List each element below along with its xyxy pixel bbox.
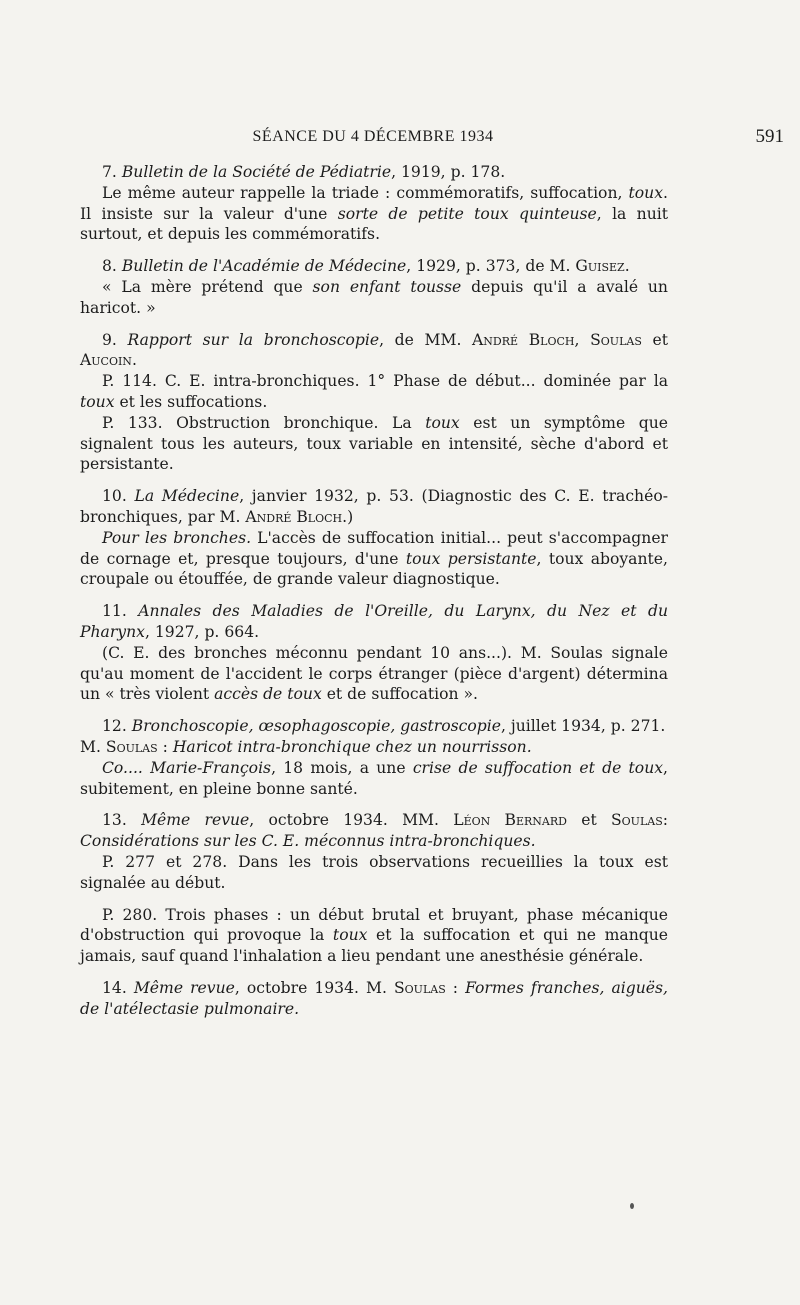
running-title: SÉANCE DU 4 DÉCEMBRE 1934 xyxy=(252,128,494,145)
entry-9-citation: 9. Rapport sur la bronchoscopie, de MM. André Bloch, Soulas et Aucoin. xyxy=(80,330,668,370)
document-body xyxy=(80,162,668,1030)
entry-13 xyxy=(80,810,668,967)
entry-13-text-2: P. 280. Trois phases : un début brutal et bruyant, phase mécanique d'obstruction qui provoque la toux et la suffocation et qui ne manque jamais, sauf quand l'inhalation a lieu pendant une anesthésie générale. xyxy=(80,905,668,966)
entry-8-text: « La mère prétend que son enfant tousse depuis qu'il a avalé un haricot. » xyxy=(80,277,668,317)
entry-12 xyxy=(80,716,668,799)
entry-12-citation: 12. Bronchoscopie, œsophagoscopie, gastroscopie, juillet 1934, p. 271. xyxy=(102,717,666,736)
entry-11-citation: 11. Annales des Maladies de l'Oreille, du Larynx, du Nez et du Pharynx, 1927, p. 664. xyxy=(80,602,668,641)
entry-9-text-1: P. 114. C. E. intra-bronchiques. 1° Phase de début... dominée par la toux et les suffocations. xyxy=(80,372,668,411)
entry-9 xyxy=(80,330,668,476)
entry-7 xyxy=(80,162,668,245)
entry-13-citation: 13. Même revue, octobre 1934. MM. Léon Bernard et Soulas: Considérations sur les C. E. méconnus intra-bronchiques. xyxy=(80,811,668,851)
entry-11-text: (C. E. des bronches méconnu pendant 10 ans...). M. Soulas signale qu'au moment de l'accident le corps étranger (pièce d'argent) détermina un « très violent accès de toux et de suffocation ». xyxy=(80,643,668,704)
entry-7-citation: 7. Bulletin de la Société de Pédiatrie, 1919, p. 178. xyxy=(102,163,506,181)
ink-speck xyxy=(630,1203,634,1209)
page-header xyxy=(80,126,784,147)
entry-14 xyxy=(80,978,668,1020)
entry-10-citation: 10. La Médecine, janvier 1932, p. 53. (Diagnostic des C. E. trachéo-bronchiques, par M. André Bloch.) xyxy=(80,487,668,526)
entry-11 xyxy=(80,601,668,705)
entry-12-text-1: M. Soulas : Haricot intra-bronchique chez un nourrisson. xyxy=(80,737,532,756)
entry-7-text: Le même auteur rappelle la triade : commémoratifs, suffocation, toux. Il insiste sur la valeur d'une sorte de petite toux quinteuse, la nuit surtout, et depuis les commémoratifs. xyxy=(80,183,668,244)
entry-14-citation: 14. Même revue, octobre 1934. M. Soulas : Formes franches, aiguës, de l'atélectasie pulmonaire. xyxy=(80,978,668,1018)
entry-8 xyxy=(80,256,668,318)
entry-8-citation: 8. Bulletin de l'Académie de Médecine, 1929, p. 373, de M. Guisez. xyxy=(102,257,630,276)
entry-13-text-1: P. 277 et 278. Dans les trois observations recueillies la toux est signalée au début. xyxy=(80,852,668,892)
entry-10-text: Pour les bronches. L'accès de suffocation initial... peut s'accompagner de cornage et, presque toujours, d'une toux persistante, toux aboyante, croupale ou étouffée, de grande valeur diagnostique. xyxy=(80,528,668,589)
entry-9-text-2: P. 133. Obstruction bronchique. La toux est un symptôme que signalent tous les auteurs, toux variable en intensité, sèche d'abord et persistante. xyxy=(80,413,668,474)
entry-10 xyxy=(80,486,668,590)
page-number: 591 xyxy=(755,126,784,147)
entry-12-text-2: Co.... Marie-François, 18 mois, a une crise de suffocation et de toux, subitement, en pleine bonne santé. xyxy=(80,758,668,798)
